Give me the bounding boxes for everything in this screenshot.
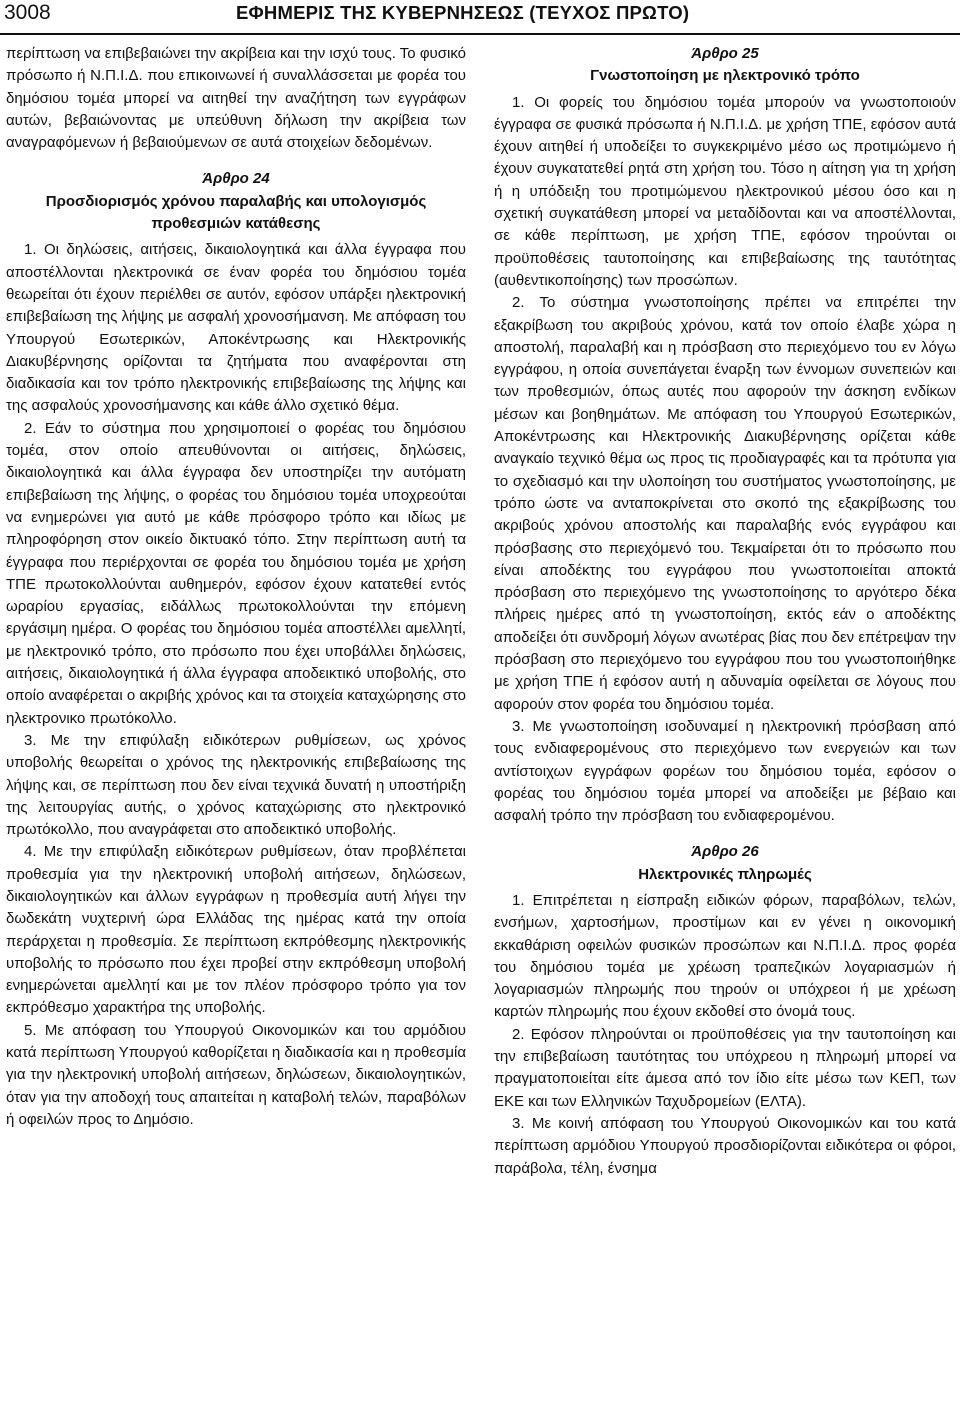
article-24-title: Προσδιορισμός χρόνου παραλαβής και υπολογισμός προθεσμιών κατάθεσης	[45, 192, 427, 233]
article-25-paragraph-1: 1. Οι φορείς του δημόσιου τομέα μπορούν να γνωστοποιούν έγγραφα σε φυσικά πρόσωπα ή Ν.Π.Ι.Δ. με χρήση ΤΠΕ, εφόσον αυτά έχουν αιτηθεί ή υποδείξει το συγκεκριμένο μέσο ως προτιμώμενο ή έχουν συγκατατεθεί ρητά στη χρήση του. Τόσο η αίτηση για τη χρήση ή η υπόδειξη του προτιμώμενου ηλεκτρονικού μέσου όσο και η σχετική συγκατάθεση μπορεί να μεταδίδονται και να αποστέλλονται, σε κάθε περίπτωση, με χρήση ΤΠΕ, εφόσον τηρούνται οι προϋποθέσεις ταυτοποίησης και επιβεβαίωσης της ταυτότητας (αυθεντικοποίησης) των προσώπων.	[494, 93, 956, 289]
article-24-number	[6, 168, 466, 190]
running-title: ΕΦΗΜΕΡΙΣ ΤΗΣ ΚΥΒΕΡΝΗΣΕΩΣ (ΤΕΥΧΟΣ ΠΡΩΤΟ)	[236, 2, 690, 23]
intro-paragraph: περίπτωση να επιβεβαιώνει την ακρίβεια και την ισχύ τους. Το φυσικό πρόσωπο ή Ν.Π.Ι.Δ. που επικοινωνεί ή συναλλάσσεται με φορέα του δημόσιου τομέα μπορεί να αιτηθεί την αναζήτηση των εγγράφων αυτών, βεβαιώνοντας με υπεύθυνη δήλωση την ακρίβεια των αναγραφόμενων ή βεβαιούμενων σε αυτά στοιχείων δεδομένων.	[6, 45, 466, 152]
left-column	[6, 43, 466, 1131]
page-header	[0, 0, 960, 30]
article-number: Άρθρο 25	[691, 45, 759, 62]
article-26-paragraph-2: 2. Εφόσον πληρούνται οι προϋποθέσεις για την ταυτοποίηση και την επιβεβαίωση ταυτότητας του υπόχρεου η πληρωμή μπορεί να πραγματοποιείται είτε άμεσα από τον ίδιο είτε μέσω των ΚΕΠ, των ΕΚΕ και των Ελληνικών Ταχυδρομείων (ΕΛΤΑ).	[494, 1025, 956, 1110]
article-26-paragraph-3: 3. Με κοινή απόφαση του Υπουργού Οικονομικών και του κατά περίπτωση αρμόδιου Υπουργού προσδιορίζονται ειδικότερα οι φόροι, παράβολα, τέλη, ένσημα	[494, 1114, 956, 1177]
header-rule	[0, 33, 960, 35]
article-26-paragraph-1: 1. Επιτρέπεται η είσπραξη ειδικών φόρων, παραβόλων, τελών, ενσήμων, χαρτοσήμων, προστίμων και εν γένει η οικονομική εκκαθάριση οφειλών φυσικών προσώπων και Ν.Π.Ι.Δ. προς φορέα του δημόσιου τομέα με χρέωση τραπεζικών λογαριασμών ή λογαριασμών πληρωμής που τηρούν οι υπόχρεοι ή με χρέωση καρτών πληρωμής που έχουν εκδοθεί στο όνομά τους.	[494, 891, 956, 1021]
article-24-paragraph-2: 2. Εάν το σύστημα που χρησιμοποιεί ο φορέας του δημόσιου τομέα, στον οποίο απευθύνονται οι αιτήσεις, δηλώσεις, δικαιολογητικά και άλλα έγγραφα δεν υποστηρίζει την αυτόματη επιβεβαίωση της λήψης, ο φορέας του δημόσιου τομέα υποχρεούται να ενημερώνει για αυτό με κάθε πρόσφορο τρόπο και ιδίως με πληροφόρηση στον οικείο δικτυακό τόπο. Στην περίπτωση αυτή τα έγγραφα που περιέρχονται σε φορέα του δημόσιου τομέα με χρήση ΤΠΕ πρωτοκολλούνται αυθημερόν, εφόσον έχουν κατατεθεί εντός ωραρίου εργασίας, ειδάλλως πρωτοκολλούνται την επόμενη εργάσιμη ημέρα. Ο φορέας του δημόσιου τομέα αποστέλλει αμελλητί, με ηλεκτρονικό τρόπο, στο πρόσωπο που έχει υποβάλλει δηλώσεις, αιτήσεις, δικαιολογητικά ή άλλα έγγραφα αποδεικτικό υποβολής, στο οποίο αναφέρεται ο ακριβής χρόνος και τα στοιχεία καταχώρησης στο ηλεκτρονικο πρωτόκολλο.	[6, 419, 466, 727]
article-number: Άρθρο 26	[691, 843, 759, 861]
right-column	[494, 43, 956, 1180]
article-24-paragraph-3: 3. Με την επιφύλαξη ειδικότερων ρυθμίσεων, ως χρόνος υποβολής θεωρείται ο χρόνος της ηλεκτρονικής επιβεβαίωσης της λήψης και, σε περίπτωση που δεν είναι τεχνικά δυνατή η υποστήριξη της λειτουργίας αυτής, ο χρόνος καταχώρισης στο ηλεκτρονικό πρωτόκολλο, που αναγράφεται στο αποδεικτικό υποβολής.	[6, 731, 466, 839]
article-24-paragraph-4: 4. Με την επιφύλαξη ειδικότερων ρυθμίσεων, όταν προβλέπεται προθεσμία για την ηλεκτρονική υποβολή αιτήσεων, δηλώσεων, δικαιολογητικών και άλλων εγγράφων η προθεσμία αυτή λήγει την δωδεκάτη νυχτερινή ώρα Ελλάδας της ημέρας κατά την οποία περάρχεται η προθεσμία. Σε περίπτωση εκπρόθεσμης ηλεκτρονικής υποβολής το πρόσωπο που έχει προβεί στην εκπρόθεσμη υποβολή ενημερώνεται αμελλητί και με τον πλέον πρόσφορο τρόπο για τον εκπρόθεσμο χαρακτήρα της υποβολής.	[6, 843, 466, 1017]
article-24-paragraph-1: 1. Οι δηλώσεις, αιτήσεις, δικαιολογητικά και άλλα έγγραφα που αποστέλλονται ηλεκτρονικά σε έναν φορέα του δημόσιου τομέα θεωρείται ότι έχουν περιέλθει σε αυτόν, εφόσον υπάρξει ηλεκτρονική επιβεβαίωση της λήψης με ασφαλή χρονοσήμανση. Με απόφαση του Υπουργού Εσωτερικών, Αποκέντρωσης και Ηλεκτρονικής Διακυβέρνησης ορίζονται τα ζητήματα που αναφέρονται στη διαδικασία και τον τρόπο ηλεκτρονικής επιβεβαίωσης της λήψης και της ασφαλούς χρονοσήμανσης και κάθε άλλο σχετικό θέμα.	[6, 241, 466, 415]
article-26-title: Ηλεκτρονικές πληρωμές	[638, 865, 812, 883]
article-25-number	[494, 43, 956, 65]
article-number: Άρθρο 24	[202, 170, 270, 188]
article-26-number	[494, 841, 956, 863]
article-25-title: Γνωστοποίηση με ηλεκτρονικό τρόπο	[590, 67, 860, 85]
article-25-paragraph-2: 2. Το σύστημα γνωστοποίησης πρέπει να επιτρέπει την εξακρίβωση του ακριβούς χρόνου, κατά τον οποίο έλαβε χώρα η αποστολή, παραλαβή και η πρόσβαση στο περιεχόμενο του εν λόγω εγγράφου, η οποία συνεπάγεται έναρξη των έννομων συνεπειών και των προθεσμιών, όπως αυτές που αφορούν την άσκηση ενδίκων μέσων και βοηθημάτων. Με απόφαση του Υπουργού Εσωτερικών, Αποκέντρωσης και Ηλεκτρονικής Διακυβέρνησης ορίζεται κάθε αναγκαίο τεχνικό θέμα ως προς τις προδιαγραφές και τα πρότυπα για το σχεδιασμό και την υλοποίηση του συστήματος γνωστοποίησης, με τρόπο ώστε να ανταποκρίνεται στο σκοπό της εξακρίβωσης του ακριβούς χρόνου αποστολής και παραλαβής ενός εγγράφου και πρόσβασης στο περιεχόμενό του. Τεκμαίρεται ότι το πρόσωπο που είναι αποδέκτης του εγγράφου που γνωστοποιείται αποκτά πρόσβαση στο περιεχόμενο της γνωστοποίησης το αργότερο δέκα πλήρεις ημέρες από τη γνωστοποίηση, εκτός εάν ο αποδέκτης αποδείξει ότι συνδρομή λόγων ανωτέρας βίας που δεν επέτρεψαν την πρόσβαση στο περιεχόμενο του εγγράφου που του γνωστοποιήθηκε με χρήση ΤΠΕ ή εφόσον αυτή η αδυναμία οφείλεται σε λόγους που αφορούν στον φορέα του δημόσιου τομέα.	[494, 294, 956, 713]
article-25-paragraph-3: 3. Με γνωστοποίηση ισοδυναμεί η ηλεκτρονική πρόσβαση από τους ενδιαφερομένους στο περιεχόμενο των ενεργειών και των αντίστοιχων εγγράφων φορέων του δημόσιου τομέα, εφόσον ο φορέας του δημόσιου τομέα μπορεί να αποδείξει με βέβαιο και ασφαλή τρόπο την πρόσβαση του ενδιαφερομένου.	[494, 717, 956, 825]
article-24-paragraph-5: 5. Με απόφαση του Υπουργού Οικονομικών και του αρμόδιου κατά περίπτωση Υπουργού καθορίζεται η διαδικασία και η προθεσμία για την ηλεκτρονική υποβολή αιτήσεων, δηλώσεων, δικαιολογητικών, όταν για την αποδοχή τους απαιτείται η καταβολή τελών, παραβόλων ή οφειλών προς το Δημόσιο.	[6, 1021, 466, 1128]
page-number: 3008	[4, 1, 51, 24]
